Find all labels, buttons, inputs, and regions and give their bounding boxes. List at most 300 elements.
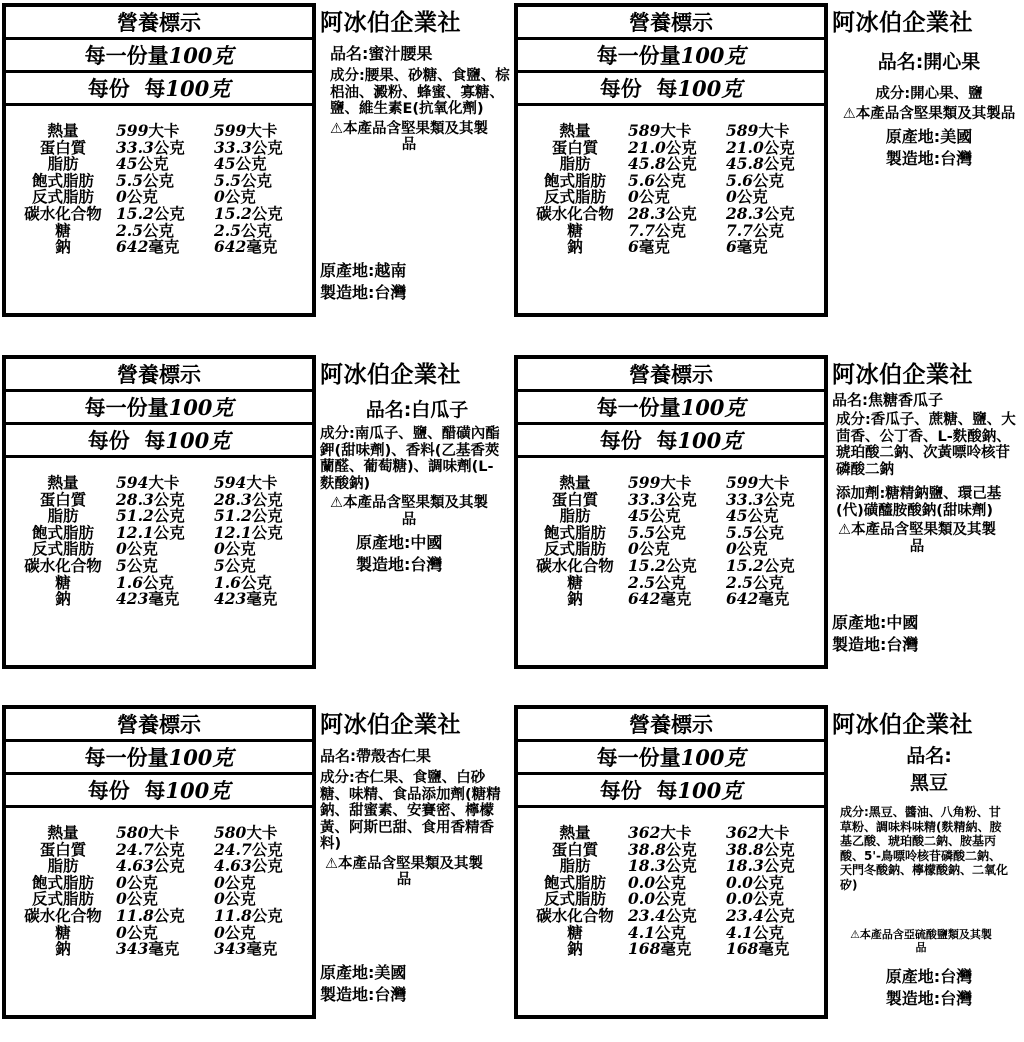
nutrient-name: 脂肪 [559,507,591,526]
nutrient-name: 熱量 [47,474,79,492]
column-header-row: 每份 每 100克 [6,425,312,458]
unit: 公克 [126,873,158,892]
nutrient-name: 反式脂肪 [544,188,607,207]
nutrient-row [528,572,820,592]
per-100g-value [724,941,820,958]
nutrient-row [16,572,308,592]
nutrient-name: 糖 [567,923,583,942]
unit: 公克 [763,906,795,925]
amount: 0.0 [725,889,753,909]
amount: 594 [116,473,149,492]
column-header-row: 每份 每 100克 [6,775,312,808]
nutrient-name: 熱量 [559,474,591,492]
amount: 7.7 [725,220,753,240]
nutrient-row [16,922,308,942]
unit: 大卡 [660,824,692,842]
unit: 公克 [153,507,185,526]
amount: 0 [628,539,639,559]
amount: 0 [116,922,127,942]
product-name: 品名:蜜汁腰果 [330,44,433,63]
unit: 大卡 [660,474,692,492]
nutrient-row [528,905,820,925]
unit: 大卡 [148,824,180,842]
nutrient-row [16,203,308,223]
amount: 343 [213,939,247,959]
allergen-warning: ⚠本產品含堅果類及其製品 [842,105,1016,122]
amount: 0 [116,872,127,892]
nutrition-table [16,475,308,608]
nutrition-title: 營養標示 [518,709,824,742]
amount: 4.63 [213,856,252,876]
amount: 0 [213,539,225,559]
unit: 大卡 [660,122,692,140]
unit: 公克 [142,573,174,592]
nutrient-name: 蛋白質 [39,490,87,509]
nutrient-row [528,522,820,542]
product-info [832,0,1024,320]
unit: 毫克 [758,940,790,959]
amount: 599 [628,473,661,492]
manufacture-place: 製造地:台灣 [885,989,973,1008]
ingredients: 成分:開心果、鹽 [875,86,983,102]
amount: 168 [628,939,661,959]
amount: 33.3 [628,489,666,509]
amount: 38.8 [725,839,764,859]
amount: 6 [628,237,639,257]
amount: 23.4 [725,905,764,925]
amount: 2.5 [213,220,241,240]
nutrient-row [16,941,308,958]
per-100g-value [212,591,308,608]
nutrient-name: 鈉 [567,238,583,257]
unit: 公克 [153,906,185,925]
amount: 6 [725,237,737,257]
nutrient-row [16,541,308,558]
unit: 公克 [763,556,795,575]
amount: 0.0 [725,872,753,892]
per-serving-value [110,239,212,256]
unit: 公克 [251,906,283,925]
column-header-row: 每份 每 100克 [518,425,824,458]
amount: 362 [628,823,661,842]
unit: 公克 [224,890,256,909]
company-name: 阿冰伯企業社 [320,362,461,388]
unit: 公克 [665,840,697,859]
unit: 公克 [654,890,686,909]
unit: 毫克 [148,940,180,959]
amount: 5 [213,555,225,575]
nutrient-row [16,891,308,908]
nutrition-table [16,123,308,256]
label-caramel-seed [512,352,1024,692]
nutrient-name: 反式脂肪 [32,540,95,559]
nutrient-name: 蛋白質 [551,138,599,157]
amount: 45.8 [628,154,666,174]
nutrient-name: 碳水化合物 [24,204,102,223]
unit: 公克 [153,204,185,223]
label-pumpkin-seed [0,352,512,692]
unit: 公克 [665,138,697,157]
nutrient-name: 碳水化合物 [536,204,614,223]
unit: 大卡 [758,474,790,492]
unit: 公克 [153,523,185,542]
amount: 51.2 [116,506,154,526]
per-100g-value [212,858,308,875]
product-info [320,702,514,1022]
nutrition-table [528,825,820,958]
amount: 15.2 [213,203,252,223]
unit: 公克 [251,523,283,542]
per-100g-value [724,239,820,256]
nutrient-name: 鈉 [55,238,71,257]
origin-country: 原產地:台灣 [885,967,973,986]
unit: 公克 [224,556,256,575]
amount: 45 [213,154,236,174]
nutrition-table [528,475,820,608]
unit: 公克 [251,840,283,859]
origin-country: 原產地:中國 [356,533,443,552]
nutrient-row [528,825,820,842]
nutrient-row [16,522,308,542]
unit: 公克 [752,523,784,542]
manufacture-place: 製造地:台灣 [320,283,407,302]
unit: 公克 [251,204,283,223]
company-name: 阿冰伯企業社 [832,362,973,388]
origin-country: 原產地:美國 [885,127,973,146]
amount: 15.2 [725,555,764,575]
unit: 公克 [153,138,185,157]
unit: 公克 [240,573,272,592]
label-pistachio [512,0,1024,340]
unit: 公克 [126,923,158,942]
unit: 大卡 [758,824,790,842]
product-info [832,702,1024,1022]
nutrient-name: 糖 [55,573,71,592]
origin-country: 原產地:中國 [832,613,919,632]
unit: 公克 [665,490,697,509]
unit: 公克 [224,540,256,559]
nutrient-name: 碳水化合物 [24,556,102,575]
amount: 580 [213,823,247,842]
amount: 11.8 [116,905,154,925]
unit: 毫克 [758,590,790,609]
origin-block [320,260,406,304]
nutrient-row [16,555,308,575]
nutrient-row [16,825,308,842]
nutrient-row [16,220,308,240]
amount: 12.1 [116,522,154,542]
amount: 0 [213,889,225,909]
nutrition-table [528,123,820,256]
unit: 公克 [752,171,784,190]
per-100g-value [212,522,308,542]
amount: 2.5 [116,220,143,240]
amount: 15.2 [628,555,666,575]
nutrient-row [528,156,820,173]
allergen-warning: ⚠本產品含堅果類及其製品 [838,522,996,555]
origin-block [320,532,514,576]
unit: 公克 [665,204,697,223]
origin-country: 原產地:越南 [320,261,407,280]
nutrient-row [528,941,820,958]
nutrient-row [16,156,308,173]
nutrient-name: 蛋白質 [551,490,599,509]
per-serving-value [622,591,724,608]
unit: 毫克 [736,238,768,257]
per-100g-value [212,872,308,892]
unit: 公克 [126,556,158,575]
unit: 公克 [763,204,795,223]
nutrient-name: 飽式脂肪 [32,171,95,190]
unit: 大卡 [246,122,278,140]
nutrient-row [528,541,820,558]
unit: 毫克 [246,940,278,959]
manufacture-place: 製造地:台灣 [356,555,443,574]
per-100g-value [724,591,820,608]
product-name: 黑豆 [909,772,948,794]
amount: 343 [116,939,149,959]
nutrient-row [16,489,308,509]
amount: 28.3 [628,203,666,223]
unit: 公克 [251,507,283,526]
unit: 公克 [251,138,283,157]
amount: 580 [116,823,149,842]
nutrition-box [514,3,828,317]
unit: 公克 [649,507,681,526]
nutrition-title: 營養標示 [518,359,824,392]
amount: 5.6 [725,170,753,190]
unit: 公克 [752,873,784,892]
product-info [832,352,1024,672]
nutrient-name: 脂肪 [47,155,79,174]
nutrient-row [528,203,820,223]
manufacture-place: 製造地:台灣 [320,985,407,1004]
amount: 33.3 [213,137,252,157]
unit: 公克 [142,171,174,190]
amount: 28.3 [213,489,252,509]
nutrition-box [2,705,316,1019]
unit: 毫克 [660,940,692,959]
amount: 15.2 [116,203,154,223]
origin-country: 原產地:美國 [320,963,407,982]
nutrient-name: 碳水化合物 [536,906,614,925]
per-100g-value [724,522,820,542]
nutrition-table [16,825,308,958]
ingredients: 成分:黑豆、醬油、八角粉、甘草粉、調味料味精(麩精納、胺基乙酸、琥珀酸二鈉、胺基丙酸、5'-鳥嘌呤核苷磷酸二鈉、天門冬酸鈉、檸檬酸鈉、二氧化矽) [840,805,1009,892]
nutrient-name: 飽式脂肪 [544,523,607,542]
unit: 大卡 [246,474,278,492]
nutrient-name: 飽式脂肪 [544,873,607,892]
per-serving-row: 每一份量 100克 [518,392,824,425]
unit: 公克 [665,857,697,876]
origin-block [832,126,1024,170]
nutrient-row [528,475,820,492]
unit: 公克 [763,840,795,859]
ingredients: 成分:南瓜子、鹽、醋磺內酯鉀(甜味劑)、香料(乙基香莢蘭醛、葡萄糖)、調味劑(L-麩酸鈉) [320,426,500,492]
amount: 0 [213,922,225,942]
unit: 公克 [763,155,795,174]
unit: 公克 [665,155,697,174]
unit: 公克 [142,221,174,240]
unit: 毫克 [246,590,278,609]
nutrient-name: 糖 [55,923,71,942]
product-info [320,0,514,320]
unit: 公克 [763,857,795,876]
company-name: 阿冰伯企業社 [320,712,461,738]
nutrient-row [16,591,308,608]
nutrition-title: 營養標示 [6,359,312,392]
column-header-row: 每份 每 100克 [518,73,824,106]
origin-block [320,962,406,1006]
allergen-warning: ⚠本產品含亞硫酸鹽類及其製品 [850,928,992,954]
amount: 5.5 [725,522,753,542]
amount: 23.4 [628,905,666,925]
unit: 公克 [126,188,158,207]
per-100g-value [724,170,820,190]
product-name: 品名:焦糖香瓜子 [832,391,943,409]
ingredients: 成分:腰果、砂糖、食鹽、棕梠油、澱粉、蜂蜜、寡糖、鹽、維生素E(抗氧化劑) [330,68,510,117]
nutrient-name: 鈉 [55,590,71,609]
amount: 0 [116,539,127,559]
nutrition-box [514,705,828,1019]
unit: 公克 [235,155,267,174]
nutrient-name: 蛋白質 [39,138,87,157]
amount: 599 [213,121,247,140]
unit: 大卡 [758,122,790,140]
amount: 18.3 [628,856,666,876]
per-serving-row: 每一份量 100克 [518,40,824,73]
nutrient-name: 蛋白質 [39,840,87,859]
amount: 642 [116,237,149,257]
amount: 594 [213,473,247,492]
manufacture-place: 製造地:台灣 [885,149,973,168]
nutrient-name: 反式脂肪 [544,890,607,909]
unit: 公克 [654,573,686,592]
nutrient-row [528,858,820,875]
nutrient-row [528,239,820,256]
label-cashew [0,0,512,340]
additives: 添加劑:糖精鈉鹽、環己基(代)磺醯胺酸鈉(甜味劑) [836,486,1002,519]
nutrient-name: 碳水化合物 [24,906,102,925]
unit: 毫克 [660,590,692,609]
amount: 599 [725,473,759,492]
origin-block [832,612,918,656]
unit: 毫克 [148,590,180,609]
nutrient-name: 脂肪 [47,507,79,526]
company-name: 阿冰伯企業社 [832,712,973,738]
product-name: 品名:白瓜子 [365,399,469,421]
nutrition-box [2,355,316,669]
unit: 公克 [747,507,779,526]
amount: 51.2 [213,506,252,526]
amount: 24.7 [116,839,154,859]
allergen-warning: ⚠本產品含堅果類及其製品 [330,495,488,528]
amount: 0 [116,187,127,207]
nutrient-row [16,170,308,190]
unit: 公克 [153,490,185,509]
unit: 公克 [654,873,686,892]
nutrient-row [16,475,308,492]
product-name: 品名:開心果 [877,51,981,73]
nutrient-name: 熱量 [559,122,591,140]
amount: 18.3 [725,856,764,876]
amount: 642 [213,237,247,257]
nutrient-name: 熱量 [47,122,79,140]
nutrient-name: 蛋白質 [551,840,599,859]
amount: 5 [116,555,127,575]
amount: 45 [725,506,748,526]
amount: 4.1 [725,922,753,942]
amount: 0 [116,889,127,909]
product-name-label: 品名: [906,745,952,767]
nutrient-row [16,872,308,892]
amount: 5.5 [116,170,143,190]
label-black-bean [512,702,1024,1042]
unit: 公克 [126,890,158,909]
unit: 公克 [736,188,768,207]
per-100g-value [212,239,308,256]
allergen-warning: ⚠本產品含堅果類及其製品 [325,855,483,888]
nutrient-row [16,858,308,875]
unit: 公克 [763,138,795,157]
nutrient-name: 反式脂肪 [32,890,95,909]
amount: 28.3 [116,489,154,509]
amount: 0 [725,187,737,207]
per-serving-row: 每一份量 100克 [6,392,312,425]
amount: 21.0 [725,137,764,157]
amount: 168 [725,939,759,959]
unit: 大卡 [246,824,278,842]
nutrient-row [528,123,820,140]
per-100g-value [724,220,820,240]
unit: 公克 [752,221,784,240]
nutrient-name: 脂肪 [559,155,591,174]
amount: 28.3 [725,203,764,223]
product-info [320,352,514,672]
amount: 5.5 [628,522,655,542]
unit: 公克 [251,857,283,876]
nutrient-row [528,555,820,575]
nutrient-row [16,137,308,157]
company-name: 阿冰伯企業社 [832,10,973,36]
amount: 11.8 [213,905,252,925]
unit: 公克 [153,840,185,859]
unit: 毫克 [246,238,278,257]
amount: 0 [213,872,225,892]
nutrition-title: 營養標示 [6,7,312,40]
amount: 5.6 [628,170,655,190]
amount: 45 [628,506,650,526]
unit: 公克 [638,188,670,207]
amount: 1.6 [116,572,143,592]
amount: 642 [725,589,759,609]
unit: 公克 [224,188,256,207]
unit: 公克 [251,490,283,509]
nutrient-name: 鈉 [567,590,583,609]
amount: 0.0 [628,889,655,909]
per-serving-row: 每一份量 100克 [6,40,312,73]
per-serving-value [110,591,212,608]
nutrient-row [528,508,820,525]
nutrition-box [2,3,316,317]
amount: 2.5 [725,572,753,592]
unit: 毫克 [148,238,180,257]
amount: 33.3 [725,489,764,509]
nutrition-title: 營養標示 [518,7,824,40]
unit: 毫克 [638,238,670,257]
nutrient-row [528,922,820,942]
amount: 642 [628,589,661,609]
